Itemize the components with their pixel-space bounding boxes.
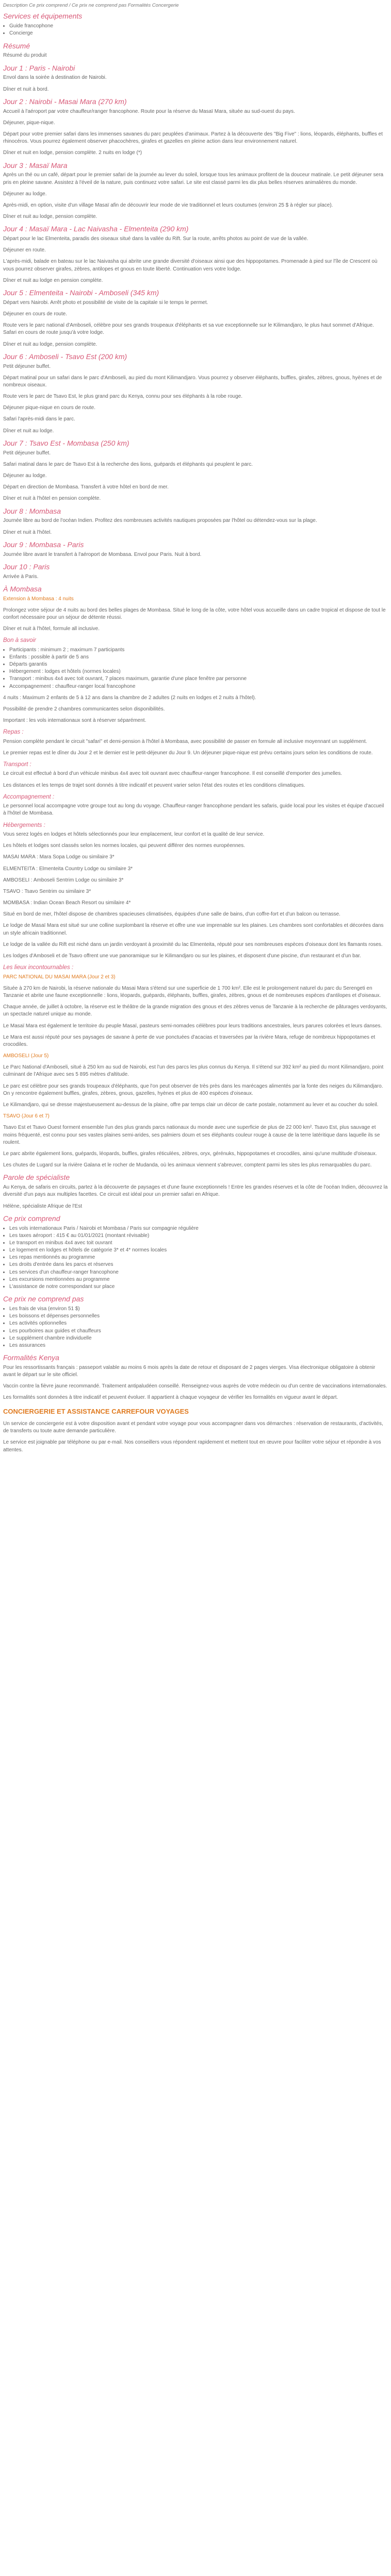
- formalites-paragraphs: [3, 1364, 388, 1402]
- formalites-paragraph: Vaccin contre la fièvre jaune recommandé. Traitement antipaludéen conseillé. Renseignez-vous auprès de votre médecin ou d'un centre de vaccinations internationales.: [3, 1383, 387, 1389]
- speciality-paragraph: Hélène, spécialiste Afrique de l'Est: [3, 1203, 83, 1209]
- lodge-value: Amboseli Sentrim Lodge ou similaire 3*: [33, 877, 124, 883]
- places-paragraph: Le parc est célèbre pour ses grands troupeaux d'éléphants, que l'on peut observer de très près dans les marécages alimentés par la fonte des neiges du Kilimandjaro. On y rencontre également buffles, girafes, zèbres, gnous, gazelles, hyènes et plus de 400 espèces d'oiseaux.: [3, 1083, 383, 1096]
- day-paragraph: Dîner et nuit au lodge.: [3, 428, 54, 434]
- conditions-paragraph: Possibilité de prendre 2 chambres communicantes selon disponibilités.: [3, 706, 165, 712]
- excludes-title: Ce prix ne comprend pas: [3, 1295, 84, 1303]
- lodge-entry: [3, 877, 388, 884]
- places-sections: [3, 964, 388, 1169]
- accompagnement-paragraph: Le personnel local accompagne votre groupe tout au long du voyage. Chauffeur-ranger francophone pendant les safaris, guide local pour les visites et équipe d'accueil à l'hôtel de Mombasa.: [3, 803, 384, 817]
- places-paragraph: Le Parc National d'Amboseli, situé à 250 km au sud de Nairobi, est l'un des parcs les plus connus du Kenya. Il s'étend sur 392 km² au pied du mont Kilimandjaro, point culminant de l'Afrique avec ses 5 895 mètres d'altitude.: [3, 1064, 384, 1078]
- places-paragraph: Tsavo Est et Tsavo Ouest forment ensemble l'un des plus grands parcs nationaux du monde avec une superficie de plus de 22 000 km². Tsavo Est, plus sauvage et moins fréquenté, est connu pour ses vastes plaines semi-arides, ses palmiers doum et ses éléphants couleur rouge à cause de la terre latéritique dans laquelle ils se roulent.: [3, 1125, 380, 1145]
- places-paragraph: Située à 270 km de Nairobi, la réserve nationale du Masai Mara s'étend sur une superficie de 1 700 km². Elle est le prolongement naturel du parc du Serengeti en Tanzanie et abrite une faune exceptionnelle : lions, léopards, guépards, éléphants, buffles, girafes, zèbres, gnous et de nombreuses espèces d'antilopes et d'oiseaux.: [3, 985, 381, 998]
- resume-title: Résumé: [3, 41, 30, 50]
- day-paragraph: Départ pour le lac Elmenteita, paradis des oiseaux situé dans la vallée du Rift. Sur la route, arrêts photos au point de vue de la vallée.: [3, 236, 308, 242]
- excludes-item: • Les pourboires aux guides et chauffeurs: [9, 1328, 388, 1335]
- includes-item: • Les vols internationaux Paris / Nairobi et Mombasa / Paris sur compagnie régulière: [9, 1225, 388, 1232]
- day-paragraph: Dîner et nuit au lodge, pension complète.: [3, 214, 97, 220]
- conditions-list: [3, 647, 388, 690]
- accommodation-title: À Mombasa: [3, 584, 42, 593]
- day-title: Jour 2 : Nairobi - Masai Mara (270 km): [3, 97, 127, 106]
- excludes-item: • Les frais de visa (environ 51 $): [9, 1306, 388, 1313]
- excludes-item: • Les assurances: [9, 1342, 388, 1349]
- day-paragraph: Dîner et nuit à l'hôtel.: [3, 529, 52, 535]
- page-header-line: Description Ce prix comprend / Ce prix ne comprend pas Formalités Concergerie: [3, 3, 179, 8]
- day-title: Jour 1 : Paris - Nairobi: [3, 63, 75, 72]
- excludes-item: • Les activités optionnelles: [9, 1320, 388, 1327]
- formalites-paragraph: Les formalités sont données à titre indicatif et peuvent évoluer. Il appartient à chaque voyageur de vérifier les formalités en vigueur avant le départ.: [3, 1395, 338, 1401]
- transport-paragraphs: [3, 770, 388, 789]
- concierge-paragraph: Un service de conciergerie est à votre disposition avant et pendant votre voyage pour vous accompagner dans vos démarches : réservation de restaurants, d'activités, de transferts ou toute autre demande particulière.: [3, 1421, 383, 1434]
- places-subtitle: AMBOSELI (Jour 5): [3, 1053, 49, 1059]
- speciality-paragraph: Au Kenya, de safaris en circuits, partez à la découverte de paysages et d'une faune exceptionnels ! Entre les grandes réserves et la côte de l'océan Indien, découvrez la diversité d'un pays aux multiples facettes. Ce circuit est idéal pour un premier safari en Afrique.: [3, 1184, 388, 1198]
- lodge-list: [3, 854, 388, 907]
- conditions-item: • Participants : minimum 2 ; maximum 7 participants: [9, 647, 388, 654]
- hebergement-title: Hébergements :: [3, 822, 45, 828]
- day-title: Jour 4 : Masaï Mara - Lac Naivasha - Elmenteita (290 km): [3, 225, 189, 233]
- lodge-value: Tsavo Sentrim ou similaire 3*: [24, 888, 91, 894]
- day-paragraph: Déjeuner en route.: [3, 247, 46, 253]
- lodge-entry: [3, 866, 388, 873]
- hotel-paragraph: Le lodge de Masaï Mara est situé sur une colline surplombant la réserve et offre une vue imprenable sur les plaines. Les chambres sont confortables et décorées dans un style africain traditionnel.: [3, 923, 384, 936]
- includes-item: • Le logement en lodges et hôtels de catégorie 3* et 4* normes locales: [9, 1247, 388, 1254]
- speciality-title: Parole de spécialiste: [3, 1173, 70, 1182]
- concierge-paragraph: Le service est joignable par téléphone ou par e-mail. Nos conseillers vous répondent rapidement et mettent tout en œuvre pour faciliter votre séjour et répondre à vos attentes.: [3, 1439, 381, 1453]
- places-paragraph: Chaque année, de juillet à octobre, la réserve est le théâtre de la grande migration des gnous et des zèbres venus de Tanzanie à la recherche de pâturages verdoyants, un spectacle naturel unique au monde.: [3, 1004, 387, 1018]
- day-paragraph: Journée libre avant le transfert à l'aéroport de Mombasa. Envol pour Paris. Nuit à bord.: [3, 551, 202, 557]
- includes-title: Ce prix comprend: [3, 1214, 60, 1223]
- day-paragraph: Départ matinal pour un safari dans le parc d'Amboseli, au pied du mont Kilimandjaro. Vous pourrez y observer éléphants, buffles, girafes, zèbres, gnous, hyènes et de nombreux oiseaux.: [3, 375, 382, 388]
- day-paragraph: Déjeuner en cours de route.: [3, 311, 67, 317]
- excludes-list: [3, 1306, 388, 1349]
- formalites-paragraph: Pour les ressortissants français : passeport valable au moins 6 mois après la date de retour et disposant de 2 pages vierges. Visa électronique obligatoire à obtenir avant le départ sur le site officiel.: [3, 1364, 376, 1378]
- transport-paragraph: Les distances et les temps de trajet sont donnés à titre indicatif et peuvent varier selon l'état des routes et les conditions climatiques.: [3, 782, 305, 788]
- conditions-paragraphs: [3, 694, 388, 725]
- day-paragraph: Dîner et nuit en lodge, pension complète. 2 nuits en lodge (*): [3, 150, 142, 156]
- conditions-paragraph: 4 nuits : Maximum 2 enfants de 5 à 12 ans dans la chambre de 2 adultes (2 nuits en lodges et 2 nuits à l'hôtel).: [3, 694, 256, 701]
- day-paragraph: Safari l'après-midi dans le parc.: [3, 416, 75, 422]
- day-paragraph: Après-midi, en option, visite d'un village Masaï afin de découvrir leur mode de vie traditionnel et leurs coutumes (environ 25 $ à régler sur place).: [3, 202, 333, 208]
- places-subtitle: TSAVO (Jour 6 et 7): [3, 1113, 50, 1120]
- lodge-value: Elmenteita Country Lodge ou similaire 3*: [39, 866, 133, 872]
- includes-item: • Les droits d'entrée dans les parcs et réserves: [9, 1261, 388, 1268]
- day-paragraph: Dîner et nuit à l'hôtel en pension complète.: [3, 496, 101, 502]
- hebergement-paragraphs: [3, 831, 388, 850]
- day-paragraph: L'après-midi, balade en bateau sur le lac Naivasha qui abrite une grande diversité d'oiseaux ainsi que des hippopotames. Promenade à pied sur l'île de Crescent où vous pourrez observer girafes, zèbres, antilopes et gnous en toute liberté. Continuation vers votre lodge.: [3, 259, 378, 272]
- conditions-item: • Hébergement : lodges et hôtels (normes locales): [9, 668, 388, 675]
- formalites-title: Formalités Kenya: [3, 1353, 59, 1362]
- day-paragraph: Petit déjeuner buffet.: [3, 450, 51, 456]
- lodge-label: AMBOSELI :: [3, 877, 32, 883]
- day-paragraph: Safari matinal dans le parc de Tsavo Est à la recherche des lions, guépards et éléphants qui peuplent le parc.: [3, 461, 253, 467]
- day-paragraph: Journée libre au bord de l'océan Indien. Profitez des nombreuses activités nautiques proposées par l'hôtel ou détendez-vous sur la plage.: [3, 518, 317, 524]
- concierge-paragraphs: [3, 1420, 388, 1454]
- day-paragraph: Dîner et nuit au lodge, pension complète.: [3, 341, 97, 347]
- excludes-item: • Les boissons et dépenses personnelles: [9, 1313, 388, 1320]
- includes-item: • Les services d'un chauffeur-ranger francophone: [9, 1269, 388, 1276]
- accompagnement-paragraphs: [3, 803, 388, 817]
- conditions-item: • Départs garantis: [9, 661, 388, 668]
- includes-item: • Les taxes aéroport : 415 € au 01/01/2021 (montant révisable): [9, 1232, 388, 1240]
- places-paragraph: Le Masaï Mara est également le territoire du peuple Masaï, pasteurs semi-nomades célèbres pour leurs traditions ancestrales, leurs parures colorées et leurs danses.: [3, 1023, 382, 1029]
- day-title: Jour 7 : Tsavo Est - Mombasa (250 km): [3, 438, 129, 447]
- accommodation-subtitle: Extension à Mombasa : 4 nuits: [3, 596, 74, 602]
- conditions-item: • Transport : minibus 4x4 avec toit ouvrant, 7 places maximum, garantie d'une place fenêtre par personne: [9, 675, 388, 683]
- places-paragraph: Le Mara est aussi réputé pour ses paysages de savane à perte de vue ponctuées d'acacias et traversées par la rivière Mara, refuge de nombreux hippopotames et crocodiles.: [3, 1034, 376, 1047]
- lodge-value: Indian Ocean Beach Resort ou similaire 4*: [33, 900, 131, 906]
- lodge-label: MASAI MARA :: [3, 854, 38, 860]
- excludes-item: • Le supplément chambre individuelle: [9, 1335, 388, 1342]
- day-paragraph: Envol dans la soirée à destination de Nairobi.: [3, 75, 107, 81]
- accommodation-paragraph: Dîner et nuit à l'hôtel, formule all inclusive.: [3, 626, 100, 632]
- day-paragraph: Dîner et nuit à bord.: [3, 86, 49, 92]
- day-title: Jour 10 : Paris: [3, 562, 50, 571]
- speciality-paragraphs: [3, 1184, 388, 1210]
- conditions-item: • Enfants : possible à partir de 5 ans: [9, 654, 388, 661]
- hotel-paragraph: Les lodges d'Amboseli et de Tsavo offrent une vue panoramique sur le Kilimandjaro ou sur les plaines, et disposent d'une piscine, d'un restaurant et d'un bar.: [3, 953, 361, 959]
- conditions-title: Bon à savoir: [3, 637, 36, 644]
- day-paragraph: Déjeuner au lodge.: [3, 191, 47, 197]
- day-title: Jour 8 : Mombasa: [3, 506, 61, 515]
- lodge-label: TSAVO :: [3, 888, 23, 894]
- day-paragraph: Arrivée à Paris.: [3, 573, 39, 580]
- day-title: Jour 3 : Masaï Mara: [3, 161, 68, 170]
- day-paragraph: Petit déjeuner buffet.: [3, 363, 51, 369]
- repas-paragraph: Pension complète pendant le circuit "safari" et demi-pension à l'hôtel à Mombasa, avec possibilité de passer en formule all inclusive moyennant un supplément.: [3, 738, 367, 744]
- includes-item: • Le transport en minibus 4x4 avec toit ouvrant: [9, 1240, 388, 1247]
- lodge-entry: [3, 888, 388, 895]
- includes-list: [3, 1225, 388, 1291]
- transport-paragraph: Le circuit est effectué à bord d'un véhicule minibus 4x4 avec toit ouvrant avec chauffeur-ranger francophone. Il est conseillé d'emporter des jumelles.: [3, 771, 343, 777]
- services-list: [3, 23, 388, 37]
- lodge-entry: [3, 900, 388, 907]
- day-paragraph: Après un thé ou un café, départ pour le premier safari de la journée au lever du soleil, lorsque tous les animaux profitent de la douceur matinale. Le petit déjeuner sera pris en pleine savane. Assistez à l'éveil de la nature, puis continuez votre safari. Le site est classé parmi les dix plus belles réserves animalières du monde.: [3, 172, 384, 185]
- concierge-title: CONCIERGERIE ET ASSISTANCE CARREFOUR VOYAGES: [3, 1407, 189, 1415]
- hotel-paragraphs: [3, 911, 388, 960]
- places-subtitle: PARC NATIONAL DU MASAI MARA (Jour 2 et 3): [3, 974, 116, 980]
- lodge-entry: [3, 854, 388, 861]
- accommodation-paragraphs: [3, 607, 388, 633]
- includes-item: • L'assistance de notre correspondant sur place: [9, 1283, 388, 1291]
- accommodation-paragraph: Prolongez votre séjour de 4 nuits au bord des belles plages de Mombasa. Situé le long de la côte, votre hôtel vous accueille dans un cadre tropical et dispose de tout le confort nécessaire pour un séjour de détente réussi.: [3, 607, 386, 620]
- hotel-paragraph: Situé en bord de mer, l'hôtel dispose de chambres spacieuses climatisées, équipées d'une salle de bains, d'un coffre-fort et d'un balcon ou terrasse.: [3, 911, 340, 918]
- services-item: • Concierge: [9, 30, 388, 37]
- services-title: Services et équipements: [3, 12, 83, 21]
- includes-item: • Les repas mentionnés au programme: [9, 1254, 388, 1261]
- hotel-paragraph: Le lodge de la vallée du Rift est niché dans un jardin verdoyant à proximité du lac Elmenteita, réputé pour ses nombreuses espèces d'oiseaux dont les flamants roses.: [3, 941, 383, 947]
- transport-title: Transport :: [3, 761, 31, 768]
- day-paragraph: Dîner et nuit au lodge en pension complète.: [3, 277, 103, 283]
- repas-paragraph: Le premier repas est le dîner du Jour 2 et le dernier est le petit-déjeuner du Jour 9. Un déjeuner pique-nique est prévu certains jours selon les conditions de route.: [3, 750, 373, 756]
- day-paragraph: Départ vers Nairobi. Arrêt photo et possibilité de visite de la capitale si le temps le permet.: [3, 299, 208, 306]
- resume-text: Résumé du produit: [3, 53, 47, 59]
- itinerary: [3, 64, 388, 581]
- hebergement-paragraph: Vous serez logés en lodges et hôtels sélectionnés pour leur emplacement, leur confort et la qualité de leur service.: [3, 831, 265, 837]
- day-title: Jour 6 : Amboseli - Tsavo Est (200 km): [3, 352, 127, 361]
- lodge-value: Mara Sopa Lodge ou similaire 3*: [39, 854, 115, 860]
- lodge-label: ELMENTEITA :: [3, 866, 38, 872]
- services-item: • Guide francophone: [9, 23, 388, 30]
- places-title: Les lieux incontournables :: [3, 964, 74, 971]
- day-paragraph: Route vers le parc de Tsavo Est, le plus grand parc du Kenya, connu pour ses éléphants à la robe rouge.: [3, 394, 242, 400]
- day-paragraph: Déjeuner pique-nique en cours de route.: [3, 405, 96, 411]
- day-paragraph: Accueil à l'aéroport par votre chauffeur/ranger francophone. Route pour la réserve du Masaï Mara, située au sud-ouest du pays.: [3, 108, 295, 114]
- places-paragraph: Le Kilimandjaro, qui se dresse majestueusement au-dessus de la plaine, offre par temps clair un décor de carte postale, notamment au lever et au coucher du soleil.: [3, 1102, 379, 1108]
- places-paragraph: Les chutes de Lugard sur la rivière Galana et le rocher de Mudanda, où les animaux viennent s'abreuver, comptent parmi les sites les plus remarquables du parc.: [3, 1162, 372, 1168]
- includes-item: • Les excursions mentionnées au programme: [9, 1276, 388, 1283]
- conditions-paragraph: Important : les vols internationaux sont à réserver séparément.: [3, 718, 146, 724]
- conditions-item: • Accompagnement : chauffeur-ranger local francophone: [9, 683, 388, 690]
- day-paragraph: Déjeuner, pique-nique.: [3, 120, 55, 126]
- day-title: Jour 5 : Elmenteita - Nairobi - Amboseli (345 km): [3, 289, 159, 297]
- lodge-label: MOMBASA :: [3, 900, 32, 906]
- day-title: Jour 9 : Mombasa - Paris: [3, 540, 84, 549]
- day-paragraph: Route vers le parc national d'Amboseli, célèbre pour ses grands troupeaux d'éléphants et sa vue exceptionnelle sur le Kilimandjaro, le plus haut sommet d'Afrique. Safari en cours de route jusqu'à votre lodge.: [3, 323, 374, 336]
- places-paragraph: Le parc abrite également lions, guépards, léopards, buffles, girafes réticulées, zèbres, oryx, gérénuks, hippopotames et crocodiles, ainsi qu'une multitude d'oiseaux.: [3, 1150, 377, 1157]
- hebergement-paragraph: Les hôtels et lodges sont classés selon les normes locales, qui peuvent différer des normes européennes.: [3, 843, 245, 849]
- day-paragraph: Déjeuner au lodge.: [3, 473, 47, 479]
- repas-title: Repas :: [3, 729, 24, 736]
- day-paragraph: Départ pour votre premier safari dans les immenses savanes du parc peuplées d'animaux. Partez à la découverte des "Big Five" : lions, léopards, éléphants, buffles et rhinocéros. Vous pourrez également observer phacochères, girafes et gazelles en pleine action dans leur environnement naturel.: [3, 131, 383, 145]
- day-paragraph: Départ en direction de Mombasa. Transfert à votre hôtel en bord de mer.: [3, 484, 169, 490]
- accompagnement-title: Accompagnement :: [3, 793, 55, 800]
- repas-paragraphs: [3, 738, 388, 757]
